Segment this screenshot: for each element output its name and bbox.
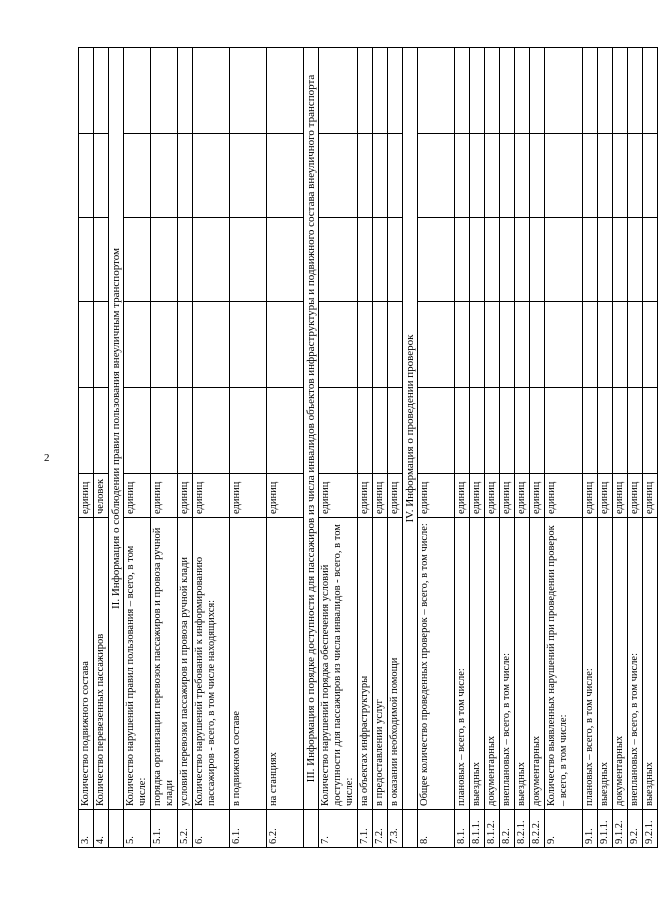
row-number: 9.2.1. [643, 810, 658, 848]
value-cell[interactable] [358, 218, 373, 302]
unit-cell: единиц [545, 474, 583, 518]
table-row [545, 48, 583, 848]
value-cell[interactable] [388, 302, 403, 388]
value-cell[interactable] [583, 302, 598, 388]
value-cell[interactable] [470, 48, 485, 134]
value-cell[interactable] [598, 218, 613, 302]
value-cell[interactable] [545, 302, 583, 388]
page-number: 2 [44, 452, 50, 464]
indicator-label: документарных [485, 518, 500, 810]
value-cell[interactable] [124, 302, 151, 388]
indicator-label: выездных [515, 518, 530, 810]
value-cell[interactable] [545, 48, 583, 134]
value-cell[interactable] [583, 48, 598, 134]
value-cell[interactable] [230, 302, 267, 388]
unit-cell: единиц [151, 474, 178, 518]
unit-cell: единиц [178, 474, 193, 518]
indicator-label: документарных [613, 518, 628, 810]
value-cell[interactable] [388, 134, 403, 218]
row-number: 8. [418, 810, 455, 848]
value-cell[interactable] [230, 134, 267, 218]
row-number: 7.2. [373, 810, 388, 848]
value-cell[interactable] [470, 302, 485, 388]
value-cell[interactable] [151, 48, 178, 134]
row-number: 8.2. [500, 810, 515, 848]
value-cell[interactable] [388, 218, 403, 302]
value-cell[interactable] [613, 388, 628, 474]
value-cell[interactable] [373, 134, 388, 218]
value-cell[interactable] [193, 134, 230, 218]
value-cell[interactable] [151, 302, 178, 388]
section-header-row [109, 48, 124, 848]
row-number: 7. [319, 810, 358, 848]
section-title: II. Информация о соблюдении правил пользования внеуличным транспортом [109, 48, 124, 810]
value-cell[interactable] [319, 218, 358, 302]
value-cell[interactable] [418, 48, 455, 134]
table-row [267, 48, 304, 848]
value-cell[interactable] [583, 134, 598, 218]
table-row [485, 48, 500, 848]
indicator-label: Количество нарушений правил пользования – всего, в том числе: [124, 518, 151, 810]
value-cell[interactable] [178, 134, 193, 218]
table-row [193, 48, 230, 848]
value-cell[interactable] [643, 302, 658, 388]
table-row [598, 48, 613, 848]
table-row [613, 48, 628, 848]
value-cell[interactable] [124, 218, 151, 302]
unit-cell: единиц [230, 474, 267, 518]
value-cell[interactable] [124, 134, 151, 218]
value-cell[interactable] [230, 218, 267, 302]
indicator-label: Количество нарушений требований к информированию пассажиров - всего, в том числе находящихся: [193, 518, 230, 810]
row-number: 5. [124, 810, 151, 848]
value-cell[interactable] [598, 48, 613, 134]
table-row [94, 48, 109, 848]
value-cell[interactable] [500, 48, 515, 134]
section-title: IV. Информация о проведении проверок [403, 48, 418, 810]
value-cell[interactable] [151, 218, 178, 302]
table-row [455, 48, 470, 848]
value-cell[interactable] [530, 302, 545, 388]
section-header-row [304, 48, 319, 848]
unit-cell: единиц [388, 474, 403, 518]
value-cell[interactable] [500, 218, 515, 302]
value-cell[interactable] [373, 218, 388, 302]
value-cell[interactable] [267, 302, 304, 388]
section-blank-cell [109, 810, 124, 848]
value-cell[interactable] [470, 218, 485, 302]
value-cell[interactable] [418, 134, 455, 218]
row-number: 8.2.1. [515, 810, 530, 848]
table-body [79, 48, 658, 848]
unit-cell: единиц [613, 474, 628, 518]
value-cell[interactable] [418, 218, 455, 302]
unit-cell: единиц [485, 474, 500, 518]
value-cell[interactable] [193, 218, 230, 302]
unit-cell: единиц [530, 474, 545, 518]
value-cell[interactable] [545, 134, 583, 218]
value-cell[interactable] [583, 388, 598, 474]
value-cell[interactable] [230, 388, 267, 474]
table-row [583, 48, 598, 848]
row-number: 5.2. [178, 810, 193, 848]
row-number: 9.1. [583, 810, 598, 848]
row-number: 7.1. [358, 810, 373, 848]
indicator-label: в предоставлении услуг [373, 518, 388, 810]
table-row [358, 48, 373, 848]
row-number: 4. [94, 810, 109, 848]
value-cell[interactable] [530, 134, 545, 218]
value-cell[interactable] [545, 388, 583, 474]
unit-cell: единиц [628, 474, 643, 518]
value-cell[interactable] [515, 218, 530, 302]
section-header-row [403, 48, 418, 848]
unit-cell: единиц [643, 474, 658, 518]
indicator-label: плановых – всего, в том числе: [455, 518, 470, 810]
value-cell[interactable] [151, 134, 178, 218]
table-row [418, 48, 455, 848]
row-number: 6.1. [230, 810, 267, 848]
row-number: 8.1.1. [470, 810, 485, 848]
table-row [178, 48, 193, 848]
indicator-label: выездных [643, 518, 658, 810]
unit-cell: единиц [79, 474, 94, 518]
table-row [500, 48, 515, 848]
value-cell[interactable] [613, 218, 628, 302]
unit-cell: единиц [418, 474, 455, 518]
value-cell[interactable] [178, 218, 193, 302]
value-cell[interactable] [124, 48, 151, 134]
value-cell[interactable] [643, 134, 658, 218]
value-cell[interactable] [94, 134, 109, 218]
value-cell[interactable] [193, 388, 230, 474]
value-cell[interactable] [628, 48, 643, 134]
indicator-label: Общее количество проведенных проверок – всего, в том числе: [418, 518, 455, 810]
unit-cell: единиц [358, 474, 373, 518]
value-cell[interactable] [515, 134, 530, 218]
unit-cell: единиц [500, 474, 515, 518]
indicator-label: Количество подвижного состава [79, 518, 94, 810]
table-row [515, 48, 530, 848]
row-number: 5.1. [151, 810, 178, 848]
unit-cell: единиц [515, 474, 530, 518]
value-cell[interactable] [319, 302, 358, 388]
table-row [628, 48, 643, 848]
value-cell[interactable] [319, 48, 358, 134]
value-cell[interactable] [94, 218, 109, 302]
value-cell[interactable] [455, 48, 470, 134]
value-cell[interactable] [455, 134, 470, 218]
value-cell[interactable] [500, 302, 515, 388]
indicator-label: в подвижном составе [230, 518, 267, 810]
row-number: 7.3. [388, 810, 403, 848]
value-cell[interactable] [151, 388, 178, 474]
value-cell[interactable] [530, 388, 545, 474]
report-table [78, 47, 658, 848]
value-cell[interactable] [358, 134, 373, 218]
value-cell[interactable] [613, 48, 628, 134]
value-cell[interactable] [613, 302, 628, 388]
row-number: 3. [79, 810, 94, 848]
value-cell[interactable] [319, 134, 358, 218]
value-cell[interactable] [79, 302, 94, 388]
unit-cell: единиц [583, 474, 598, 518]
value-cell[interactable] [598, 134, 613, 218]
unit-cell: человек [94, 474, 109, 518]
table-row [373, 48, 388, 848]
value-cell[interactable] [485, 48, 500, 134]
value-cell[interactable] [470, 388, 485, 474]
indicator-label: документарных [530, 518, 545, 810]
indicator-label: плановых – всего, в том числе: [583, 518, 598, 810]
value-cell[interactable] [613, 134, 628, 218]
rotated-page [78, 48, 655, 848]
value-cell[interactable] [643, 388, 658, 474]
value-cell[interactable] [94, 48, 109, 134]
value-cell[interactable] [267, 218, 304, 302]
value-cell[interactable] [79, 218, 94, 302]
unit-cell: единиц [193, 474, 230, 518]
value-cell[interactable] [628, 388, 643, 474]
value-cell[interactable] [545, 218, 583, 302]
value-cell[interactable] [628, 134, 643, 218]
table-row [643, 48, 658, 848]
value-cell[interactable] [267, 388, 304, 474]
indicator-label: Количество нарушений порядка обеспечения условий доступности для пассажиров из числа инвалидов - всего, в том числе: [319, 518, 358, 810]
unit-cell: единиц [598, 474, 613, 518]
row-number: 8.2.2. [530, 810, 545, 848]
value-cell[interactable] [373, 302, 388, 388]
value-cell[interactable] [94, 302, 109, 388]
value-cell[interactable] [267, 134, 304, 218]
value-cell[interactable] [388, 388, 403, 474]
unit-cell: единиц [124, 474, 151, 518]
value-cell[interactable] [267, 48, 304, 134]
value-cell[interactable] [455, 302, 470, 388]
value-cell[interactable] [515, 48, 530, 134]
value-cell[interactable] [500, 134, 515, 218]
unit-cell: единиц [470, 474, 485, 518]
value-cell[interactable] [178, 302, 193, 388]
value-cell[interactable] [358, 48, 373, 134]
table-row [530, 48, 545, 848]
value-cell[interactable] [358, 388, 373, 474]
value-cell[interactable] [418, 302, 455, 388]
value-cell[interactable] [193, 302, 230, 388]
value-cell[interactable] [530, 218, 545, 302]
unit-cell: единиц [373, 474, 388, 518]
row-number: 6.2. [267, 810, 304, 848]
value-cell[interactable] [598, 388, 613, 474]
indicator-label: в оказании необходимой помощи [388, 518, 403, 810]
value-cell[interactable] [470, 134, 485, 218]
indicator-label: условий перевозки пассажиров и провоза ручной клади [178, 518, 193, 810]
value-cell[interactable] [485, 388, 500, 474]
indicator-label: выездных [470, 518, 485, 810]
value-cell[interactable] [373, 48, 388, 134]
indicator-label: Количество выявленных нарушений при проведении проверок – всего, в том числе: [545, 518, 583, 810]
indicator-label: внеплановых – всего, в том числе: [628, 518, 643, 810]
row-number: 8.1.2. [485, 810, 500, 848]
table-row [151, 48, 178, 848]
row-number: 9. [545, 810, 583, 848]
value-cell[interactable] [530, 48, 545, 134]
indicator-label: на объектах инфраструктуры [358, 518, 373, 810]
unit-cell: единиц [319, 474, 358, 518]
table-row [319, 48, 358, 848]
indicator-label: Количество перевезенных пассажиров [94, 518, 109, 810]
value-cell[interactable] [178, 388, 193, 474]
value-cell[interactable] [230, 48, 267, 134]
value-cell[interactable] [485, 302, 500, 388]
value-cell[interactable] [418, 388, 455, 474]
section-title: III. Информация о порядке доступности для пассажиров из числа инвалидов объектов инфраструктуры и подвижного состава внеуличного транспорта [304, 48, 319, 810]
value-cell[interactable] [515, 302, 530, 388]
value-cell[interactable] [124, 388, 151, 474]
value-cell[interactable] [373, 388, 388, 474]
value-cell[interactable] [94, 388, 109, 474]
value-cell[interactable] [643, 218, 658, 302]
value-cell[interactable] [583, 218, 598, 302]
value-cell[interactable] [178, 48, 193, 134]
value-cell[interactable] [515, 388, 530, 474]
indicator-label: выездных [598, 518, 613, 810]
value-cell[interactable] [79, 388, 94, 474]
table-row [79, 48, 94, 848]
value-cell[interactable] [598, 302, 613, 388]
value-cell[interactable] [455, 388, 470, 474]
row-number: 9.2. [628, 810, 643, 848]
value-cell[interactable] [485, 218, 500, 302]
table-row [388, 48, 403, 848]
value-cell[interactable] [388, 48, 403, 134]
value-cell[interactable] [500, 388, 515, 474]
table-row [470, 48, 485, 848]
indicator-label: на станциях [267, 518, 304, 810]
indicator-label: внеплановых – всего, в том числе: [500, 518, 515, 810]
section-blank-cell [304, 810, 319, 848]
section-blank-cell [403, 810, 418, 848]
row-number: 8.1. [455, 810, 470, 848]
value-cell[interactable] [628, 218, 643, 302]
row-number: 6. [193, 810, 230, 848]
value-cell[interactable] [455, 218, 470, 302]
indicator-label: порядка организации перевозок пассажиров и провоза ручной клади [151, 518, 178, 810]
table-row [230, 48, 267, 848]
row-number: 9.1.1. [598, 810, 613, 848]
unit-cell: единиц [455, 474, 470, 518]
value-cell[interactable] [319, 388, 358, 474]
unit-cell: единиц [267, 474, 304, 518]
value-cell[interactable] [643, 48, 658, 134]
value-cell[interactable] [193, 48, 230, 134]
row-number: 9.1.2. [613, 810, 628, 848]
table-row [124, 48, 151, 848]
value-cell[interactable] [79, 134, 94, 218]
value-cell[interactable] [485, 134, 500, 218]
value-cell[interactable] [358, 302, 373, 388]
value-cell[interactable] [628, 302, 643, 388]
value-cell[interactable] [79, 48, 94, 134]
